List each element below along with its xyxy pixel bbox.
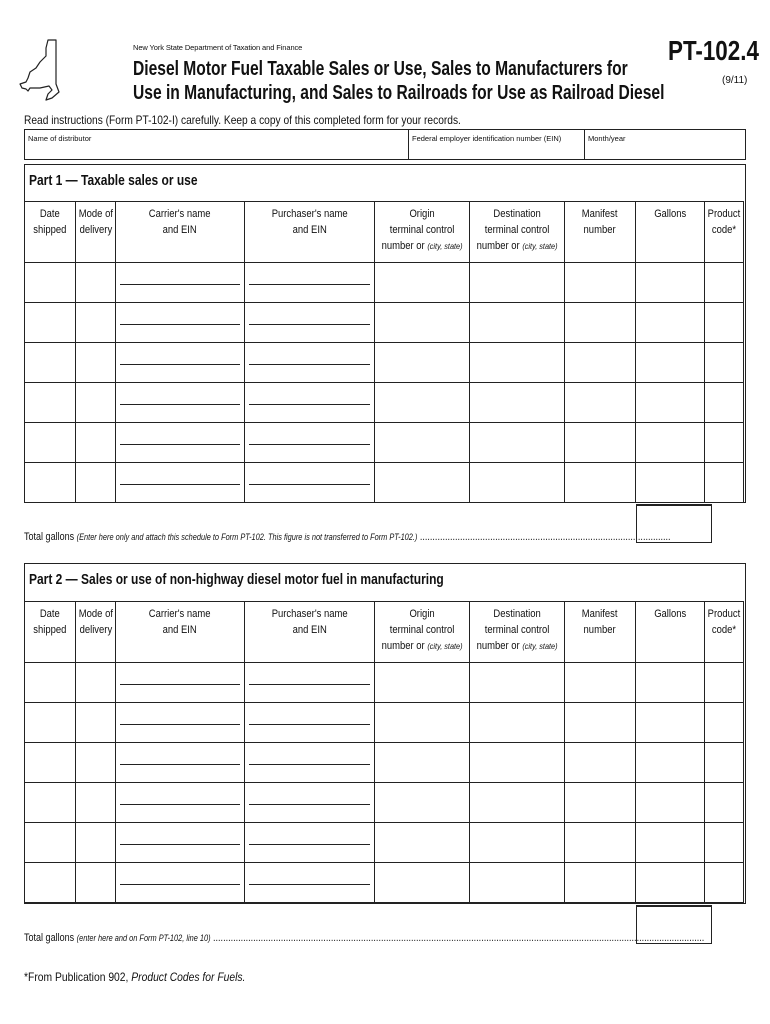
purchaser-name-input[interactable]	[244, 823, 374, 863]
date-shipped-input[interactable]	[25, 823, 76, 863]
name-entry-line	[120, 324, 239, 325]
part-1-table-row	[25, 263, 744, 303]
part-1-rows	[25, 263, 744, 503]
purchaser-name-input[interactable]	[244, 783, 374, 823]
part-1-section	[24, 164, 746, 503]
mode-of-delivery-input[interactable]	[75, 463, 116, 503]
purchaser-name-input[interactable]	[244, 343, 374, 383]
manifest-number-input[interactable]	[565, 303, 635, 343]
destination-input[interactable]	[470, 423, 565, 463]
manifest-number-input[interactable]	[565, 663, 635, 703]
purchaser-name-input[interactable]	[244, 303, 374, 343]
col-purchaser-name: Purchaser's name and EIN	[244, 602, 374, 663]
purchaser-name-input[interactable]	[244, 863, 374, 903]
gallons-input[interactable]	[635, 423, 704, 463]
mode-of-delivery-input[interactable]	[75, 783, 116, 823]
carrier-name-input[interactable]	[116, 463, 244, 503]
distributor-info-box	[24, 129, 746, 160]
purchaser-name-input[interactable]	[244, 463, 374, 503]
origin-input[interactable]	[375, 343, 470, 383]
origin-input[interactable]	[375, 823, 470, 863]
destination-input[interactable]	[470, 743, 565, 783]
origin-input[interactable]	[375, 703, 470, 743]
gallons-input[interactable]	[635, 303, 704, 343]
product-code-input[interactable]	[705, 703, 744, 743]
carrier-name-input[interactable]	[116, 383, 244, 423]
destination-input[interactable]	[470, 783, 565, 823]
form-title-line-1: Diesel Motor Fuel Taxable Sales or Use, Sales to Manufacturers for	[133, 58, 628, 80]
part-1-table	[24, 201, 744, 503]
manifest-number-input[interactable]	[565, 703, 635, 743]
ny-state-logo	[18, 38, 60, 102]
origin-input[interactable]	[375, 263, 470, 303]
purchaser-name-input[interactable]	[244, 423, 374, 463]
mode-of-delivery-input[interactable]	[75, 663, 116, 703]
manifest-number-input[interactable]	[565, 263, 635, 303]
name-entry-line	[249, 724, 370, 725]
part-2-header-row	[25, 602, 744, 663]
gallons-input[interactable]	[635, 823, 704, 863]
part-2-table	[24, 601, 744, 903]
distributor-name-field[interactable]	[25, 130, 409, 159]
name-entry-line	[249, 444, 370, 445]
destination-input[interactable]	[470, 823, 565, 863]
mode-of-delivery-input[interactable]	[75, 303, 116, 343]
ein-label: Federal employer identification number (EIN)	[412, 134, 562, 143]
manifest-number-input[interactable]	[565, 343, 635, 383]
name-entry-line	[249, 764, 370, 765]
col-purchaser-name: Purchaser's name and EIN	[244, 202, 374, 263]
part-2-table-row	[25, 783, 744, 823]
col-mode-of-delivery: Mode of delivery	[75, 202, 116, 263]
instructions-text: Read instructions (Form PT-102-I) carefully. Keep a copy of this completed form for your records.	[24, 113, 461, 127]
destination-input[interactable]	[470, 263, 565, 303]
mode-of-delivery-input[interactable]	[75, 863, 116, 903]
part-2-table-row	[25, 663, 744, 703]
revision-date: (9/11)	[722, 75, 748, 86]
manifest-number-input[interactable]	[565, 463, 635, 503]
part-2-table-row	[25, 823, 744, 863]
destination-input[interactable]	[470, 343, 565, 383]
name-entry-line	[120, 284, 239, 285]
destination-input[interactable]	[470, 663, 565, 703]
name-entry-line	[249, 484, 370, 485]
gallons-input[interactable]	[635, 663, 704, 703]
origin-input[interactable]	[375, 423, 470, 463]
part-1-total-gallons-input[interactable]	[636, 504, 712, 543]
carrier-name-input[interactable]	[116, 663, 244, 703]
col-product-code: Product code*	[705, 602, 744, 663]
name-entry-line	[249, 804, 370, 805]
name-entry-line	[249, 884, 370, 885]
name-entry-line	[120, 444, 239, 445]
purchaser-name-input[interactable]	[244, 383, 374, 423]
product-code-input[interactable]	[705, 663, 744, 703]
gallons-input[interactable]	[635, 743, 704, 783]
product-code-input[interactable]	[705, 263, 744, 303]
purchaser-name-input[interactable]	[244, 663, 374, 703]
name-entry-line	[120, 484, 239, 485]
name-entry-line	[120, 404, 239, 405]
part-2-total-label: Total gallons (enter here and on Form PT-102, line 10) ....................................................................................................................................................................................................	[24, 932, 705, 944]
part-2-section	[24, 563, 746, 904]
part-1-table-row	[25, 423, 744, 463]
product-code-input[interactable]	[705, 383, 744, 423]
name-entry-line	[120, 724, 239, 725]
product-code-input[interactable]	[705, 343, 744, 383]
part-2-total-gallons-input[interactable]	[636, 905, 712, 944]
date-shipped-input[interactable]	[25, 263, 76, 303]
date-shipped-input[interactable]	[25, 663, 76, 703]
date-shipped-input[interactable]	[25, 343, 76, 383]
col-date-shipped: Date shipped	[25, 602, 76, 663]
col-gallons: Gallons	[635, 602, 704, 663]
mode-of-delivery-input[interactable]	[75, 743, 116, 783]
mode-of-delivery-input[interactable]	[75, 703, 116, 743]
date-shipped-input[interactable]	[25, 703, 76, 743]
origin-input[interactable]	[375, 303, 470, 343]
name-entry-line	[249, 364, 370, 365]
product-code-input[interactable]	[705, 423, 744, 463]
part-2-table-row	[25, 703, 744, 743]
carrier-name-input[interactable]	[116, 343, 244, 383]
gallons-input[interactable]	[635, 463, 704, 503]
product-code-input[interactable]	[705, 303, 744, 343]
purchaser-name-input[interactable]	[244, 743, 374, 783]
product-code-input[interactable]	[705, 783, 744, 823]
gallons-input[interactable]	[635, 263, 704, 303]
name-entry-line	[249, 284, 370, 285]
name-entry-line	[249, 324, 370, 325]
part-1-table-row	[25, 463, 744, 503]
col-origin: Origin terminal control number or (city, state)	[375, 202, 470, 263]
product-code-input[interactable]	[705, 463, 744, 503]
destination-input[interactable]	[470, 303, 565, 343]
part-2-rows	[25, 663, 744, 903]
manifest-number-input[interactable]	[565, 783, 635, 823]
gallons-input[interactable]	[635, 783, 704, 823]
name-entry-line	[120, 764, 239, 765]
col-manifest-number: Manifest number	[565, 602, 635, 663]
carrier-name-input[interactable]	[116, 703, 244, 743]
product-code-input[interactable]	[705, 743, 744, 783]
part-1-header-row	[25, 202, 744, 263]
carrier-name-input[interactable]	[116, 743, 244, 783]
col-carrier-name: Carrier's name and EIN	[116, 602, 244, 663]
name-entry-line	[120, 804, 239, 805]
name-entry-line	[120, 884, 239, 885]
col-product-code: Product code*	[705, 202, 744, 263]
part-1-title: Part 1 — Taxable sales or use	[29, 172, 198, 189]
form-title-line-2: Use in Manufacturing, and Sales to Railroads for Use as Railroad Diesel	[133, 82, 665, 104]
part-1-total-label: Total gallons (Enter here only and attach this schedule to Form PT-102. This figure is not transferred to Form PT-102.) ....................................................................................................	[24, 531, 671, 543]
col-gallons: Gallons	[635, 202, 704, 263]
part-1-table-row	[25, 343, 744, 383]
destination-input[interactable]	[470, 703, 565, 743]
manifest-number-input[interactable]	[565, 743, 635, 783]
manifest-number-input[interactable]	[565, 823, 635, 863]
manifest-number-input[interactable]	[565, 863, 635, 903]
part-2-table-row	[25, 743, 744, 783]
distributor-name-label: Name of distributor	[28, 134, 92, 143]
date-shipped-input[interactable]	[25, 423, 76, 463]
mode-of-delivery-input[interactable]	[75, 263, 116, 303]
product-code-input[interactable]	[705, 823, 744, 863]
carrier-name-input[interactable]	[116, 863, 244, 903]
name-entry-line	[120, 844, 239, 845]
month-year-label: Month/year	[588, 134, 626, 143]
agency-name: New York State Department of Taxation and Finance	[133, 43, 303, 52]
mode-of-delivery-input[interactable]	[75, 383, 116, 423]
date-shipped-input[interactable]	[25, 863, 76, 903]
purchaser-name-input[interactable]	[244, 703, 374, 743]
date-shipped-input[interactable]	[25, 383, 76, 423]
col-mode-of-delivery: Mode of delivery	[75, 602, 116, 663]
footnote: *From Publication 902, Product Codes for Fuels.	[24, 970, 246, 984]
date-shipped-input[interactable]	[25, 743, 76, 783]
carrier-name-input[interactable]	[116, 783, 244, 823]
mode-of-delivery-input[interactable]	[75, 343, 116, 383]
gallons-input[interactable]	[635, 343, 704, 383]
date-shipped-input[interactable]	[25, 303, 76, 343]
part-1-table-row	[25, 383, 744, 423]
mode-of-delivery-input[interactable]	[75, 823, 116, 863]
name-entry-line	[249, 684, 370, 685]
mode-of-delivery-input[interactable]	[75, 423, 116, 463]
origin-input[interactable]	[375, 663, 470, 703]
form-number: PT-102.4	[668, 35, 759, 66]
date-shipped-input[interactable]	[25, 463, 76, 503]
col-origin: Origin terminal control number or (city, state)	[375, 602, 470, 663]
destination-input[interactable]	[470, 863, 565, 903]
part-2-title: Part 2 — Sales or use of non-highway diesel motor fuel in manufacturing	[29, 571, 444, 588]
carrier-name-input[interactable]	[116, 263, 244, 303]
name-entry-line	[120, 684, 239, 685]
gallons-input[interactable]	[635, 863, 704, 903]
date-shipped-input[interactable]	[25, 783, 76, 823]
name-entry-line	[120, 364, 239, 365]
carrier-name-input[interactable]	[116, 823, 244, 863]
col-carrier-name: Carrier's name and EIN	[116, 202, 244, 263]
col-date-shipped: Date shipped	[25, 202, 76, 263]
name-entry-line	[249, 404, 370, 405]
gallons-input[interactable]	[635, 703, 704, 743]
origin-input[interactable]	[375, 383, 470, 423]
carrier-name-input[interactable]	[116, 423, 244, 463]
gallons-input[interactable]	[635, 383, 704, 423]
origin-input[interactable]	[375, 783, 470, 823]
col-destination: Destination terminal control number or (city, state)	[470, 202, 565, 263]
manifest-number-input[interactable]	[565, 423, 635, 463]
part-1-table-row	[25, 303, 744, 343]
purchaser-name-input[interactable]	[244, 263, 374, 303]
col-destination: Destination terminal control number or (city, state)	[470, 602, 565, 663]
origin-input[interactable]	[375, 463, 470, 503]
origin-input[interactable]	[375, 863, 470, 903]
ein-field[interactable]	[409, 130, 585, 159]
col-manifest-number: Manifest number	[565, 202, 635, 263]
part-2-table-row	[25, 863, 744, 903]
origin-input[interactable]	[375, 743, 470, 783]
month-year-field[interactable]	[585, 130, 745, 159]
manifest-number-input[interactable]	[565, 383, 635, 423]
carrier-name-input[interactable]	[116, 303, 244, 343]
name-entry-line	[249, 844, 370, 845]
destination-input[interactable]	[470, 463, 565, 503]
product-code-input[interactable]	[705, 863, 744, 903]
destination-input[interactable]	[470, 383, 565, 423]
